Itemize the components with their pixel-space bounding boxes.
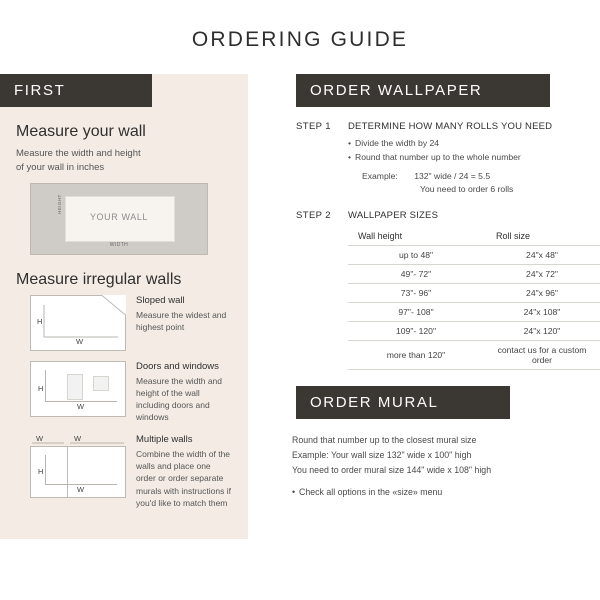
multiple-h-label: H — [38, 466, 44, 476]
mural-instructions — [292, 433, 600, 501]
page-title: ORDERING GUIDE — [191, 28, 409, 51]
measure-wall-sub-line1: Measure the width and height — [16, 148, 141, 159]
door-shape — [67, 374, 83, 400]
step-1-body — [348, 121, 600, 196]
cell-roll: 24"x 48" — [484, 245, 600, 264]
wall-diagram — [30, 183, 208, 255]
wall-diagram-label: YOUR WALL — [89, 211, 149, 222]
cell-roll: contact us for a custom order — [484, 340, 600, 369]
cell-height: 109"- 120" — [348, 321, 484, 340]
cell-height: 49"- 72" — [348, 264, 484, 283]
order-wallpaper-bar-wrap — [248, 74, 600, 107]
doors-windows-title: Doors and windows — [136, 360, 219, 372]
content-columns — [0, 74, 600, 539]
step-2-heading: WALLPAPER SIZES — [348, 209, 439, 221]
measure-wall-sub — [16, 147, 232, 175]
table-row — [348, 321, 600, 340]
sloped-w-label: W — [76, 336, 84, 346]
table-row — [348, 245, 600, 264]
irregular-item-doors — [30, 361, 232, 424]
doors-windows-diagram — [30, 361, 126, 417]
multiple-walls-desc: Combine the width of the walls and place one order or order separate murals with instructions if you'd like to match them — [136, 448, 231, 509]
cell-roll: 24"x 120" — [484, 321, 600, 340]
left-column — [0, 74, 248, 539]
section-header-first: FIRST — [0, 74, 152, 107]
table-row — [348, 302, 600, 321]
step-1-example-label: Example: — [362, 170, 398, 181]
right-content — [248, 121, 600, 370]
step-1-example-value: 132" wide / 24 = 5.5 — [414, 170, 491, 181]
doors-windows-desc: Measure the width and height of the wall including doors and windows — [136, 375, 222, 423]
irregular-item-sloped — [30, 295, 232, 351]
multiple-height-axis — [45, 455, 46, 485]
cell-roll: 24"x 108" — [484, 302, 600, 321]
section-header-order-wallpaper: ORDER WALLPAPER — [296, 74, 550, 107]
step-1-example-result: You need to order 6 rolls — [420, 183, 514, 194]
step-1-bullet-2: • Round that number up to the whole number — [348, 151, 600, 163]
doors-height-axis — [45, 370, 46, 402]
measure-wall-sub-line2: of your wall in inches — [16, 161, 105, 173]
measure-wall-heading: Measure your wall — [16, 123, 146, 140]
multiple-walls-text — [136, 434, 232, 510]
cell-height: 97"- 108" — [348, 302, 484, 321]
doors-w-label: W — [77, 401, 85, 411]
order-mural-bar-wrap — [248, 386, 600, 419]
multiple-walls-wrap — [30, 434, 126, 498]
table-row — [348, 340, 600, 369]
step-2-label: STEP 2 — [296, 209, 331, 221]
table-row — [348, 283, 600, 302]
irregular-item-multiple — [30, 434, 232, 510]
step-1-example — [362, 170, 600, 196]
wall-divider — [67, 447, 68, 497]
cell-height: up to 48" — [348, 245, 484, 264]
cell-roll: 24"x 96" — [484, 283, 600, 302]
cell-height: more than 120" — [348, 340, 484, 369]
mural-line-2: Example: Your wall size 132" wide x 100" high — [292, 450, 472, 461]
mural-line-3: You need to order mural size 144" wide x 108" high — [292, 465, 492, 476]
table-body — [348, 245, 600, 369]
mural-bullet: • Check all options in the «size» menu — [292, 485, 600, 500]
step-1-bullet-1: • Divide the width by 24 — [348, 137, 600, 149]
irregular-walls-heading: Measure irregular walls — [16, 270, 182, 288]
sloped-wall-title: Sloped wall — [136, 294, 185, 306]
step-1 — [296, 121, 600, 196]
step-1-heading: DETERMINE HOW MANY ROLLS YOU NEED — [348, 121, 553, 132]
right-column — [248, 74, 600, 539]
cell-height: 73"- 96" — [348, 283, 484, 302]
sloped-wall-text — [136, 295, 232, 334]
multiple-walls-top-marks — [30, 434, 126, 446]
step-2-body — [348, 210, 600, 370]
sloped-wall-desc: Measure the widest and highest point — [136, 309, 227, 332]
table-row — [348, 264, 600, 283]
left-content — [0, 123, 248, 509]
multiple-w-label: W — [77, 484, 85, 494]
multiple-top-w2: W — [74, 433, 82, 443]
sloped-h-label: H — [37, 316, 43, 326]
window-shape — [93, 376, 109, 391]
section-header-order-mural: ORDER MURAL — [296, 386, 510, 419]
cell-roll: 24"x 72" — [484, 264, 600, 283]
mural-line-1: Round that number up to the closest mural size — [292, 434, 477, 445]
multiple-top-w1: W — [36, 433, 44, 443]
table-head — [348, 227, 600, 246]
multiple-walls-title: Multiple walls — [136, 433, 193, 445]
step-2 — [296, 210, 600, 370]
multiple-walls-diagram — [30, 446, 126, 498]
table-header-wall-height: Wall height — [348, 227, 484, 246]
wall-diagram-height-label: HEIGHT — [57, 193, 62, 214]
wallpaper-sizes-table — [348, 227, 600, 370]
sloped-wall-diagram — [30, 295, 126, 351]
table-header-roll-size: Roll size — [484, 227, 600, 246]
table-header-row — [348, 227, 600, 246]
doors-windows-text — [136, 361, 232, 424]
doors-h-label: H — [38, 383, 44, 393]
step-1-label: STEP 1 — [296, 121, 331, 132]
wall-diagram-width-label: WIDTH — [109, 241, 129, 248]
